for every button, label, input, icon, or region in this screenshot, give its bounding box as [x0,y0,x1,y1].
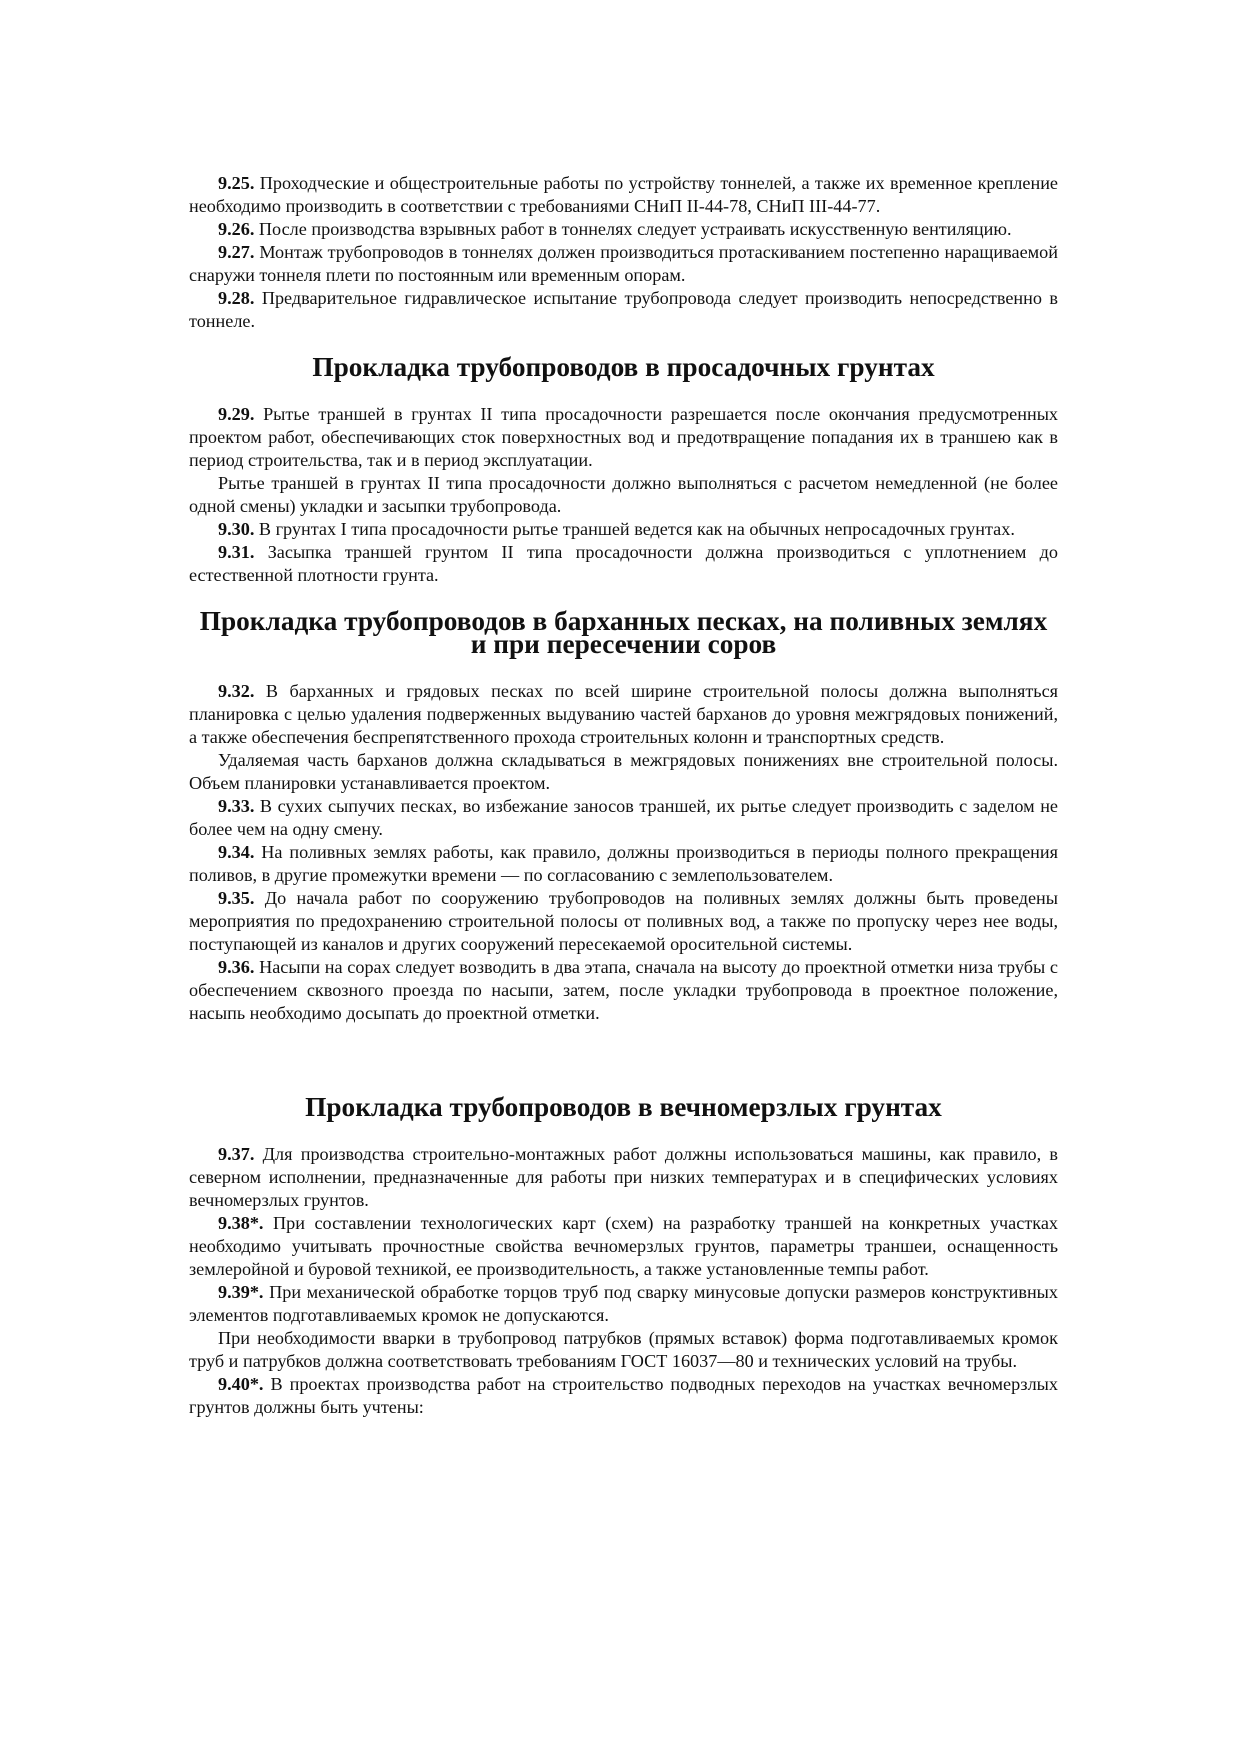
paragraph-number: 9.38*. [218,1213,264,1233]
paragraph-text: Предварительное гидравлическое испытание трубопровода следует производить непосредственно в тоннеле. [189,288,1059,331]
paragraph-9-30 [189,518,1058,541]
paragraph-9-35 [189,887,1058,956]
paragraph-number: 9.35. [218,888,255,908]
section-permafrost [189,1092,1059,1419]
paragraph-text: После производства взрывных работ в тоннелях следует устраивать искусственную вентиляцию. [258,219,1012,239]
paragraph-9-34 [189,841,1058,887]
paragraph-text: Засыпка траншей грунтом II типа просадочности должна производиться с уплотнением до естественной плотности грунта. [189,542,1058,585]
paragraph-text: В грунтах I типа просадочности рытье траншей ведется как на обычных непросадочных грунтах. [258,519,1015,539]
section-heading [189,606,1058,659]
paragraph-9-39 [189,1281,1058,1327]
section-heading [189,352,1058,382]
paragraph-text: При механической обработке торцов труб под сварку минусовые допуски размеров конструктивных элементов подготавливаемых кромок не допускаются. [189,1282,1058,1325]
paragraph-9-29-cont [189,472,1058,518]
paragraph-text: На поливных землях работы, как правило, должны производиться в периоды полного прекращения поливов, в другие промежутки времени — по согласованию с землепользователем. [189,842,1059,885]
paragraph-number: 9.34. [218,842,255,862]
paragraph-text: При составлении технологических карт (схем) на разработку траншей на конкретных участках необходимо учитывать прочностные свойства вечномерзлых грунтов, параметры траншеи, оснащенность землеройной и буровой техникой, ее производительность, а также установленные темпы работ. [189,1213,1059,1279]
paragraph-text: Для производства строительно-монтажных работ должны использоваться машины, как правило, в северном исполнении, предназначенные для работы при низких температурах и в специфических условиях вечномерзлых грунтов. [189,1144,1058,1210]
paragraph-text: Проходческие и общестроительные работы по устройству тоннелей, а также их временное крепление необходимо производить в соответствии с требованиями СНиП II-44-78, СНиП III-44-77. [189,173,1058,216]
document-page [189,172,1058,1419]
section-heading-line: и при пересечении соров [470,629,777,659]
paragraph-9-32-cont [189,749,1058,795]
paragraph-text: При необходимости вварки в трубопровод патрубков (прямых вставок) форма подготавливаемых кромок труб и патрубков должна соответствовать требованиям ГОСТ 16037—80 и технических условий на трубы. [189,1328,1058,1371]
paragraph-text: Монтаж трубопроводов в тоннелях должен производиться протаскиванием постепенно наращиваемой снаружи тоннеля плети по постоянным или временным опорам. [189,242,1058,285]
paragraph-9-39-cont [189,1327,1058,1373]
paragraph-text: Насыпи на сорах следует возводить в два этапа, сначала на высоту до проектной отметки низа трубы с обеспечением сквозного проезда по насыпи, затем, после укладки трубопровода в проектное положение, насыпь необходимо досыпать до проектной отметки. [189,957,1059,1023]
paragraph-text: До начала работ по сооружению трубопроводов на поливных землях должны быть проведены мероприятия по предохранению строительной полосы от поливных вод, а также по пропуску через нее воды, поступающей из каналов и других сооружений пересекаемой оросительной системы. [189,888,1058,954]
paragraph-number: 9.33. [218,796,255,816]
paragraph-text: В проектах производства работ на строительство подводных переходов на участках вечномерзлых грунтов должны быть учтены: [189,1374,1058,1417]
paragraph-number: 9.29. [218,404,255,424]
section-heading-line: Прокладка трубопроводов в барханных песках, на поливных землях [199,606,1048,636]
paragraph-9-36 [189,956,1058,1025]
paragraph-text: В сухих сыпучих песках, во избежание заносов траншей, их рытье следует производить с заделом не более чем на одну смену. [189,796,1059,839]
paragraph-number: 9.27. [218,242,255,262]
paragraph-text: Рытье траншей в грунтах II типа просадочности должно выполняться с расчетом немедленной (не более одной смены) укладки и засыпки трубопровода. [189,473,1058,516]
paragraph-number: 9.28. [218,288,255,308]
paragraph-number: 9.36. [218,957,255,977]
paragraph-9-40 [189,1373,1058,1419]
paragraph-9-25 [189,172,1058,218]
paragraph-9-27 [189,241,1058,287]
paragraph-number: 9.30. [218,519,255,539]
paragraph-9-31 [189,541,1058,587]
paragraph-9-33 [189,795,1058,841]
paragraph-9-28 [189,287,1058,333]
paragraph-text: В барханных и грядовых песках по всей ширине строительной полосы должна выполняться планировка с целью удаления подверженных выдуванию частей барханов до уровня межгрядовых понижений, а также обеспечения беспрепятственного прохода строительных колонн и транспортных средств. [189,681,1059,747]
paragraph-text: Удаляемая часть барханов должна складываться в межгрядовых понижениях вне строительной полосы. Объем планировки устанавливается проектом. [189,750,1058,793]
paragraph-number: 9.31. [218,542,255,562]
section-subsidence-soils [189,352,1059,587]
paragraph-number: 9.25. [218,173,255,193]
paragraph-text: Рытье траншей в грунтах II типа просадочности разрешается после окончания предусмотренных проектом работ, обеспечивающих сток поверхностных вод и предотвращение попадания их в траншею как в период строительства, так и в период эксплуатации. [189,404,1059,470]
section-tunnels [189,172,1058,333]
section-heading-line: Прокладка трубопроводов в просадочных грунтах [312,352,935,382]
paragraph-number: 9.26. [218,219,255,239]
paragraph-9-37 [189,1143,1058,1212]
paragraph-number: 9.39*. [218,1282,264,1302]
section-heading-line: Прокладка трубопроводов в вечномерзлых грунтах [305,1092,942,1122]
paragraph-number: 9.32. [218,681,255,701]
section-dune-sands [189,606,1059,1025]
paragraph-9-32 [189,680,1058,749]
paragraph-9-38 [189,1212,1058,1281]
paragraph-9-29 [189,403,1058,472]
paragraph-9-26 [189,218,1058,241]
paragraph-number: 9.37. [218,1144,255,1164]
paragraph-number: 9.40*. [218,1374,264,1394]
section-heading [189,1092,1058,1122]
